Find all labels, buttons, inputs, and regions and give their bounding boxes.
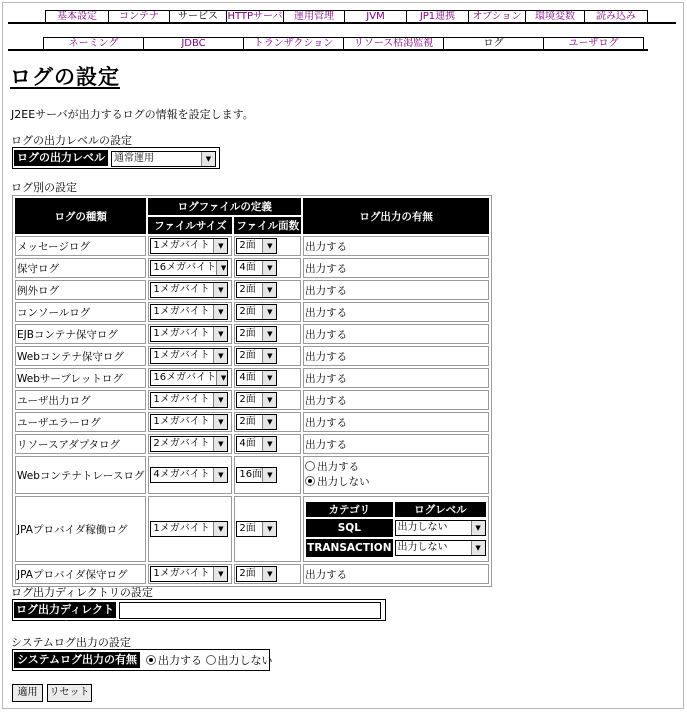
file-count-value: 2面 xyxy=(239,328,256,339)
output-radio-off[interactable] xyxy=(305,475,487,490)
page-title: ログの設定 xyxy=(10,65,120,89)
file-size-cell xyxy=(148,302,232,322)
file-count-value: 4面 xyxy=(239,262,256,273)
output-cell xyxy=(303,456,489,494)
chevron-down-icon: ▼ xyxy=(262,522,276,536)
file-size-select[interactable] xyxy=(150,414,228,430)
table-row xyxy=(15,412,489,432)
file-count-cell xyxy=(234,412,301,432)
file-count-cell xyxy=(234,258,301,278)
category-table xyxy=(304,500,488,559)
log-name: Webコンテナ保守ログ xyxy=(15,346,146,366)
top-tab-8[interactable]: 環境変数 xyxy=(525,10,585,22)
file-size-value: 1メガバイト xyxy=(153,394,210,405)
top-tab-4[interactable]: 運用管理 xyxy=(283,10,345,22)
syslog-label: システムログ出力の有無 xyxy=(14,652,140,668)
file-size-value: 1メガバイト xyxy=(153,416,210,427)
file-count-value: 16面 xyxy=(239,469,263,480)
file-count-select[interactable] xyxy=(236,260,277,276)
file-size-cell xyxy=(148,390,232,410)
log-level-select[interactable] xyxy=(111,151,216,167)
table-row xyxy=(15,346,489,366)
file-count-value: 2面 xyxy=(239,416,256,427)
file-size-select[interactable] xyxy=(150,370,228,386)
file-count-select[interactable] xyxy=(236,282,277,298)
sub-tab-1[interactable]: JDBC xyxy=(143,37,244,49)
file-count-cell xyxy=(234,324,301,344)
file-count-select[interactable] xyxy=(236,370,277,386)
col-file-count-header: ファイル面数 xyxy=(234,217,301,234)
file-size-value: 16メガバイト xyxy=(153,262,217,273)
file-size-cell xyxy=(148,236,232,256)
level-section-box xyxy=(12,147,220,169)
file-count-value: 4面 xyxy=(239,372,256,383)
file-count-select[interactable] xyxy=(236,304,277,320)
file-size-value: 1メガバイト xyxy=(153,284,210,295)
output-radio-on[interactable] xyxy=(305,460,487,475)
top-tab-7[interactable]: オプション xyxy=(468,10,526,22)
table-row xyxy=(15,390,489,410)
chevron-down-icon: ▼ xyxy=(213,522,227,536)
file-count-value: 2面 xyxy=(239,350,256,361)
radio-on-icon xyxy=(305,476,315,486)
syslog-off-label: 出力しない xyxy=(217,654,273,667)
table-row xyxy=(15,236,489,256)
file-size-value: 16メガバイト xyxy=(153,372,217,383)
file-size-select[interactable] xyxy=(150,260,228,276)
file-count-select[interactable] xyxy=(236,414,277,430)
file-size-cell xyxy=(148,434,232,454)
chevron-down-icon: ▼ xyxy=(213,327,227,341)
chevron-down-icon: ▼ xyxy=(471,541,485,555)
file-count-value: 2面 xyxy=(239,240,256,251)
dir-section-box xyxy=(12,599,386,632)
file-size-select[interactable] xyxy=(150,467,228,483)
level-section-heading: ログの出力レベルの設定 xyxy=(11,134,132,147)
output-value: 出力する xyxy=(303,346,489,366)
file-count-cell xyxy=(234,564,301,584)
syslog-radio-off[interactable] xyxy=(206,654,273,667)
chevron-down-icon: ▼ xyxy=(201,152,215,166)
col-output-header: ログ出力の有無 xyxy=(303,198,489,234)
syslog-section-box xyxy=(12,649,273,671)
chevron-down-icon: ▼ xyxy=(213,393,227,407)
log-name: リソースアダプタログ xyxy=(15,434,146,454)
sql-level-value: 出力しない xyxy=(397,521,448,533)
log-name: 例外ログ xyxy=(15,280,146,300)
file-size-value: 1メガバイト xyxy=(153,523,210,534)
log-name: 保守ログ xyxy=(15,258,146,278)
table-row xyxy=(15,302,489,322)
radio-off-icon xyxy=(206,655,216,665)
col-log-type-header: ログの種類 xyxy=(15,198,146,234)
file-count-value: 2面 xyxy=(239,306,256,317)
file-count-select[interactable] xyxy=(236,436,277,452)
file-count-cell xyxy=(234,496,301,562)
category-sql: SQL xyxy=(306,519,392,537)
file-count-value: 2面 xyxy=(239,284,256,295)
output-value: 出力する xyxy=(303,390,489,410)
page-description: J2EEサーバが出力するログの情報を設定します。 xyxy=(11,108,254,121)
log-table xyxy=(12,195,492,587)
file-count-select[interactable] xyxy=(236,348,277,364)
table-row xyxy=(15,434,489,454)
sub-tab-underline xyxy=(8,49,648,51)
file-size-value: 1メガバイト xyxy=(153,240,210,251)
sub-tab-4[interactable]: ログ xyxy=(443,37,544,51)
file-size-value: 4メガバイト xyxy=(153,469,210,480)
radio-off-icon xyxy=(305,461,315,471)
category-header: カテゴリ xyxy=(306,502,392,517)
log-name: JPAプロバイダ保守ログ xyxy=(15,564,146,584)
output-value: 出力する xyxy=(303,236,489,256)
chevron-down-icon: ▼ xyxy=(262,567,276,581)
file-count-value: 4面 xyxy=(239,438,256,449)
chevron-down-icon: ▼ xyxy=(262,305,276,319)
sub-tab-5[interactable]: ユーザログ xyxy=(543,37,644,49)
file-size-select[interactable] xyxy=(150,392,228,408)
log-name: Webコンテナトレースログ xyxy=(15,456,146,494)
syslog-radio-group xyxy=(146,654,273,668)
file-count-select[interactable] xyxy=(236,392,277,408)
chevron-down-icon: ▼ xyxy=(471,521,485,535)
transaction-level-cell xyxy=(395,539,487,557)
chevron-down-icon: ▼ xyxy=(262,283,276,297)
table-row xyxy=(15,280,489,300)
chevron-down-icon: ▼ xyxy=(216,371,228,385)
file-size-select[interactable] xyxy=(150,348,228,364)
file-size-cell xyxy=(148,496,232,562)
top-tab-2[interactable]: サービス xyxy=(169,10,227,24)
file-size-cell xyxy=(148,324,232,344)
chevron-down-icon: ▼ xyxy=(262,239,276,253)
chevron-down-icon: ▼ xyxy=(213,415,227,429)
output-value: 出力する xyxy=(303,564,489,584)
log-name: ユーザエラーログ xyxy=(15,412,146,432)
top-tab-1[interactable]: コンテナ xyxy=(108,10,170,22)
file-size-select[interactable] xyxy=(150,436,228,452)
sub-tab-2[interactable]: トランザクション xyxy=(243,37,344,49)
chevron-down-icon: ▼ xyxy=(262,371,276,385)
file-size-value: 1メガバイト xyxy=(153,350,210,361)
table-row xyxy=(15,456,489,494)
chevron-down-icon: ▼ xyxy=(213,239,227,253)
file-size-select[interactable] xyxy=(150,304,228,320)
file-size-select[interactable] xyxy=(150,282,228,298)
log-dir-input[interactable] xyxy=(119,602,381,619)
top-tab-3[interactable]: HTTPサーバ xyxy=(227,11,283,22)
file-size-cell xyxy=(148,412,232,432)
table-row xyxy=(15,258,489,278)
file-count-value: 2面 xyxy=(239,568,256,579)
file-count-cell xyxy=(234,236,301,256)
file-count-select[interactable] xyxy=(236,326,277,342)
col-file-size-header: ファイルサイズ xyxy=(148,217,232,234)
sub-tab-3[interactable]: リソース枯渇監視 xyxy=(343,37,444,49)
file-size-value: 1メガバイト xyxy=(153,306,210,317)
output-value: 出力する xyxy=(303,302,489,322)
file-count-cell xyxy=(234,456,301,494)
table-row xyxy=(15,496,489,562)
log-name: EJBコンテナ保守ログ xyxy=(15,324,146,344)
file-count-cell xyxy=(234,346,301,366)
chevron-down-icon: ▼ xyxy=(262,261,276,275)
log-name: ユーザ出力ログ xyxy=(15,390,146,410)
transaction-level-select[interactable] xyxy=(395,540,486,556)
log-level-value: 通常運用 xyxy=(114,153,154,164)
sub-tab-0[interactable]: ネーミング xyxy=(43,37,144,49)
chevron-down-icon: ▼ xyxy=(213,468,227,482)
top-tab-9[interactable]: 読み込み xyxy=(584,10,648,22)
category-cell xyxy=(303,496,489,562)
syslog-radio-on[interactable] xyxy=(146,654,202,667)
file-size-value: 1メガバイト xyxy=(153,568,210,579)
output-value: 出力する xyxy=(303,412,489,432)
top-tab-underline xyxy=(8,22,676,24)
file-size-value: 2メガバイト xyxy=(153,438,210,449)
file-count-cell xyxy=(234,280,301,300)
file-count-select[interactable] xyxy=(236,521,277,537)
output-value: 出力する xyxy=(303,434,489,454)
radio-on-icon xyxy=(146,655,156,665)
syslog-section-heading: システムログ出力の設定 xyxy=(11,636,131,649)
chevron-down-icon: ▼ xyxy=(262,437,276,451)
dir-label: ログ出力ディレクトリ xyxy=(14,602,116,618)
output-value: 出力する xyxy=(303,280,489,300)
level-label: ログの出力レベル xyxy=(14,150,108,166)
file-size-cell xyxy=(148,280,232,300)
col-file-def-header: ログファイルの定義 xyxy=(148,198,301,215)
chevron-down-icon: ▼ xyxy=(216,261,228,275)
reset-button[interactable]: リセット xyxy=(47,684,92,702)
file-count-cell xyxy=(234,368,301,388)
file-size-cell xyxy=(148,368,232,388)
file-count-cell xyxy=(234,390,301,410)
file-size-cell xyxy=(148,346,232,366)
chevron-down-icon: ▼ xyxy=(262,349,276,363)
table-row xyxy=(15,368,489,388)
chevron-down-icon: ▼ xyxy=(213,349,227,363)
file-count-select[interactable] xyxy=(236,566,277,582)
file-size-select[interactable] xyxy=(150,521,228,537)
chevron-down-icon: ▼ xyxy=(213,283,227,297)
file-count-cell xyxy=(234,302,301,322)
chevron-down-icon: ▼ xyxy=(213,437,227,451)
sql-level-select[interactable] xyxy=(395,520,486,536)
top-tab-5[interactable]: JVM xyxy=(344,10,407,22)
file-count-value: 2面 xyxy=(239,523,256,534)
file-count-cell xyxy=(234,434,301,454)
dir-section-heading: ログ出力ディレクトリの設定 xyxy=(11,586,153,599)
file-size-select[interactable] xyxy=(150,238,228,254)
chevron-down-icon: ▼ xyxy=(262,415,276,429)
log-level-header: ログレベル xyxy=(395,502,487,517)
output-value: 出力する xyxy=(303,324,489,344)
output-value: 出力する xyxy=(303,258,489,278)
chevron-down-icon: ▼ xyxy=(262,393,276,407)
file-size-cell xyxy=(148,564,232,584)
log-name: メッセージログ xyxy=(15,236,146,256)
file-size-select[interactable] xyxy=(150,566,228,582)
chevron-down-icon: ▼ xyxy=(262,468,276,482)
table-row xyxy=(15,564,489,584)
file-count-select[interactable] xyxy=(236,238,277,254)
file-count-value: 2面 xyxy=(239,394,256,405)
sql-level-cell xyxy=(395,519,487,537)
category-transaction: TRANSACTION xyxy=(306,539,392,557)
output-value: 出力する xyxy=(303,368,489,388)
per-log-heading: ログ別の設定 xyxy=(11,181,77,194)
log-name: コンソールログ xyxy=(15,302,146,322)
apply-button[interactable]: 適用 xyxy=(12,684,43,702)
log-name: JPAプロバイダ稼働ログ xyxy=(15,496,146,562)
radio-label-on: 出力する xyxy=(317,461,360,473)
file-size-value: 1メガバイト xyxy=(153,328,210,339)
file-size-cell xyxy=(148,258,232,278)
chevron-down-icon: ▼ xyxy=(262,327,276,341)
file-count-select[interactable] xyxy=(236,467,277,483)
chevron-down-icon: ▼ xyxy=(213,305,227,319)
top-tab-0[interactable]: 基本設定 xyxy=(45,10,109,22)
chevron-down-icon: ▼ xyxy=(213,567,227,581)
file-size-select[interactable] xyxy=(150,326,228,342)
transaction-level-value: 出力しない xyxy=(397,541,448,553)
radio-label-off: 出力しない xyxy=(317,476,370,488)
table-row xyxy=(15,324,489,344)
syslog-on-label: 出力する xyxy=(158,654,202,667)
file-size-cell xyxy=(148,456,232,494)
top-tab-6[interactable]: JP1連携 xyxy=(406,10,469,22)
log-name: Webサーブレットログ xyxy=(15,368,146,388)
